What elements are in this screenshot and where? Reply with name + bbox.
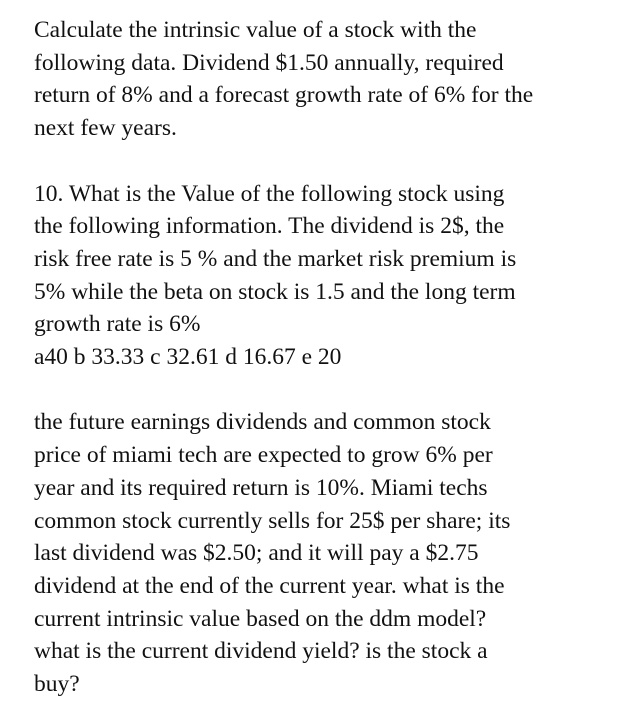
- text-line: last dividend was $2.50; and it will pay a $2.75: [34, 540, 479, 567]
- text-line: following data. Dividend $1.50 annually, required: [34, 49, 504, 76]
- text-line: what is the current dividend yield? is the stock a: [34, 638, 488, 665]
- text-line: price of miami tech are expected to grow 6% per: [34, 442, 493, 469]
- text-line: risk free rate is 5 % and the market risk premium is: [34, 245, 517, 272]
- text-line: 5% while the beta on stock is 1.5 and the long term: [34, 278, 516, 305]
- question-intrinsic-value: [34, 14, 614, 145]
- question-10-stock-value: [34, 178, 614, 374]
- text-line: current intrinsic value based on the ddm model?: [34, 605, 487, 632]
- text-line: growth rate is 6%: [34, 311, 201, 338]
- text-line: year and its required return is 10%. Miami techs: [34, 474, 488, 501]
- paragraph-spacer: [34, 145, 614, 178]
- text-line: buy?: [34, 671, 80, 698]
- answer-options: a40 b 33.33 c 32.61 d 16.67 e 20: [34, 344, 342, 371]
- document-body: [34, 14, 614, 701]
- question-miami-tech: [34, 406, 614, 700]
- text-line: the future earnings dividends and common stock: [34, 409, 491, 436]
- text-line: next few years.: [34, 115, 177, 142]
- text-line: 10. What is the Value of the following stock using: [34, 180, 505, 207]
- text-line: return of 8% and a forecast growth rate of 6% for the: [34, 82, 534, 109]
- paragraph-spacer: [34, 374, 614, 407]
- text-line: the following information. The dividend is 2$, the: [34, 213, 505, 240]
- text-line: common stock currently sells for 25$ per share; its: [34, 507, 511, 534]
- text-line: Calculate the intrinsic value of a stock with the: [34, 17, 477, 43]
- text-line: dividend at the end of the current year. what is the: [34, 572, 505, 599]
